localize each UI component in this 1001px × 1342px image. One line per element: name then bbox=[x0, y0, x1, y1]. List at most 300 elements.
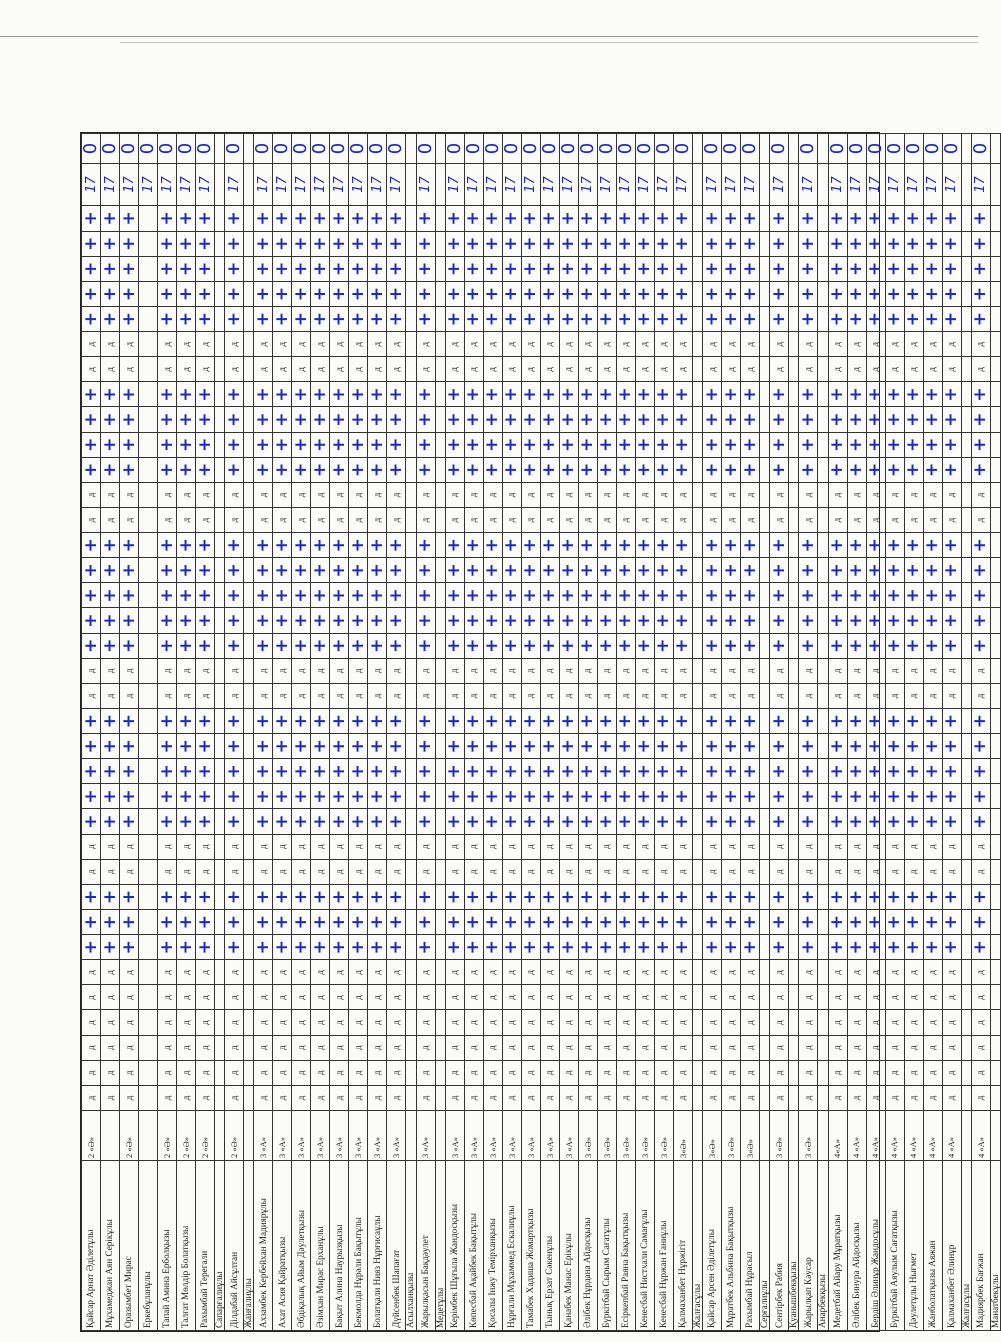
mark-plus: + bbox=[387, 910, 406, 935]
mark-d: д bbox=[741, 658, 760, 683]
mark-d: д bbox=[330, 1010, 349, 1035]
mark-plus: + bbox=[445, 533, 464, 558]
table-row bbox=[120, 134, 139, 1331]
mark-plus: + bbox=[722, 407, 741, 432]
mark-plus: + bbox=[464, 633, 483, 658]
mark-plus: + bbox=[923, 382, 942, 407]
mark-plus: + bbox=[559, 709, 578, 734]
mark-plus: + bbox=[616, 256, 635, 281]
mark-d: д bbox=[722, 834, 741, 859]
mark-d: д bbox=[578, 508, 597, 533]
mark-empty bbox=[406, 1010, 416, 1035]
mark-plus: + bbox=[741, 759, 760, 784]
mark-empty bbox=[818, 482, 828, 507]
mark-d: д bbox=[483, 482, 502, 507]
mark-plus: + bbox=[722, 633, 741, 658]
result-mark: 17 bbox=[464, 164, 483, 206]
mark-plus: + bbox=[120, 759, 139, 784]
mark-plus: + bbox=[311, 759, 330, 784]
mark-plus: + bbox=[416, 281, 435, 306]
mark-plus: + bbox=[502, 633, 521, 658]
class-grade: 3 «А» bbox=[464, 1111, 483, 1161]
mark-plus: + bbox=[349, 533, 368, 558]
mark-plus: + bbox=[349, 935, 368, 960]
mark-d: д bbox=[177, 683, 196, 708]
mark-plus: + bbox=[416, 583, 435, 608]
mark-plus: + bbox=[330, 407, 349, 432]
mark-d: д bbox=[521, 683, 540, 708]
mark-plus: + bbox=[521, 382, 540, 407]
mark-empty bbox=[760, 482, 770, 507]
mark-plus: + bbox=[770, 558, 789, 583]
mark-plus: + bbox=[349, 231, 368, 256]
mark-plus: + bbox=[741, 558, 760, 583]
mark-d: д bbox=[635, 1060, 654, 1085]
mark-plus: + bbox=[828, 809, 847, 834]
mark-plus: + bbox=[578, 533, 597, 558]
mark-d: д bbox=[368, 658, 387, 683]
result-mark: 17 bbox=[483, 164, 502, 206]
mark-plus: + bbox=[971, 784, 990, 809]
mark-plus: + bbox=[483, 884, 502, 909]
mark-d: д bbox=[741, 960, 760, 985]
mark-empty bbox=[692, 281, 702, 306]
mark-plus: + bbox=[254, 608, 273, 633]
mark-d: д bbox=[464, 960, 483, 985]
mark-plus: + bbox=[616, 784, 635, 809]
mark-plus: + bbox=[273, 910, 292, 935]
mark-plus: + bbox=[770, 231, 789, 256]
mark-empty bbox=[760, 683, 770, 708]
mark-empty bbox=[215, 658, 225, 683]
mark-empty bbox=[139, 658, 158, 683]
student-name: Әлібек Нұрдана Айдосқызы bbox=[578, 1161, 597, 1331]
mark-d: д bbox=[597, 508, 616, 533]
mark-d: д bbox=[502, 683, 521, 708]
mark-empty bbox=[990, 1060, 1000, 1085]
mark-d: д bbox=[673, 508, 692, 533]
mark-d: д bbox=[722, 859, 741, 884]
mark-d: д bbox=[177, 834, 196, 859]
mark-plus: + bbox=[847, 206, 866, 232]
mark-plus: + bbox=[387, 709, 406, 734]
mark-plus: + bbox=[225, 608, 244, 633]
mark-plus: + bbox=[703, 935, 722, 960]
mark-plus: + bbox=[483, 231, 502, 256]
mark-plus: + bbox=[904, 633, 923, 658]
class-grade bbox=[818, 1111, 828, 1161]
mark-plus: + bbox=[770, 910, 789, 935]
mark-plus: + bbox=[635, 608, 654, 633]
mark-empty bbox=[139, 231, 158, 256]
score-mark: 0 bbox=[971, 134, 990, 164]
mark-d: д bbox=[866, 1035, 885, 1060]
mark-plus: + bbox=[942, 533, 961, 558]
mark-empty bbox=[435, 357, 445, 382]
score-mark: 0 bbox=[368, 134, 387, 164]
class-grade: 3 «А» bbox=[502, 1111, 521, 1161]
mark-plus: + bbox=[311, 809, 330, 834]
mark-plus: + bbox=[722, 533, 741, 558]
mark-d: д bbox=[387, 1085, 406, 1110]
mark-plus: + bbox=[158, 608, 177, 633]
mark-empty bbox=[139, 1035, 158, 1060]
mark-d: д bbox=[502, 1085, 521, 1110]
mark-d: д bbox=[904, 834, 923, 859]
mark-plus: + bbox=[578, 809, 597, 834]
mark-plus: + bbox=[828, 935, 847, 960]
mark-plus: + bbox=[521, 784, 540, 809]
mark-plus: + bbox=[799, 935, 818, 960]
mark-d: д bbox=[597, 1085, 616, 1110]
mark-plus: + bbox=[559, 784, 578, 809]
mark-plus: + bbox=[540, 558, 559, 583]
mark-d: д bbox=[502, 482, 521, 507]
mark-plus: + bbox=[368, 407, 387, 432]
mark-plus: + bbox=[971, 759, 990, 784]
mark-d: д bbox=[703, 482, 722, 507]
result-mark: 17 bbox=[540, 164, 559, 206]
mark-empty bbox=[139, 357, 158, 382]
score-mark: 0 bbox=[225, 134, 244, 164]
mark-plus: + bbox=[923, 457, 942, 482]
mark-empty bbox=[760, 508, 770, 533]
mark-plus: + bbox=[82, 407, 101, 432]
mark-empty bbox=[990, 407, 1000, 432]
mark-plus: + bbox=[597, 558, 616, 583]
mark-empty bbox=[139, 332, 158, 357]
mark-d: д bbox=[635, 960, 654, 985]
mark-d: д bbox=[254, 508, 273, 533]
mark-d: д bbox=[330, 1060, 349, 1085]
score-mark: 0 bbox=[722, 134, 741, 164]
mark-plus: + bbox=[387, 533, 406, 558]
mark-d: д bbox=[971, 683, 990, 708]
mark-plus: + bbox=[741, 457, 760, 482]
mark-plus: + bbox=[82, 709, 101, 734]
mark-d: д bbox=[387, 834, 406, 859]
mark-plus: + bbox=[673, 809, 692, 834]
mark-plus: + bbox=[559, 884, 578, 909]
mark-plus: + bbox=[445, 734, 464, 759]
mark-plus: + bbox=[722, 884, 741, 909]
mark-plus: + bbox=[635, 533, 654, 558]
mark-plus: + bbox=[904, 256, 923, 281]
mark-d: д bbox=[635, 508, 654, 533]
mark-plus: + bbox=[273, 206, 292, 232]
mark-plus: + bbox=[703, 231, 722, 256]
result-mark: 17 bbox=[866, 164, 885, 206]
mark-empty bbox=[692, 809, 702, 834]
mark-d: д bbox=[521, 985, 540, 1010]
mark-plus: + bbox=[578, 231, 597, 256]
mark-d: д bbox=[292, 332, 311, 357]
mark-empty bbox=[139, 834, 158, 859]
result-mark: 17 bbox=[597, 164, 616, 206]
mark-plus: + bbox=[866, 558, 885, 583]
mark-empty bbox=[818, 658, 828, 683]
mark-plus: + bbox=[559, 457, 578, 482]
mark-d: д bbox=[416, 482, 435, 507]
mark-plus: + bbox=[673, 935, 692, 960]
mark-plus: + bbox=[311, 910, 330, 935]
mark-plus: + bbox=[616, 407, 635, 432]
mark-plus: + bbox=[349, 558, 368, 583]
mark-d: д bbox=[885, 508, 904, 533]
mark-d: д bbox=[330, 859, 349, 884]
result-mark: 17 bbox=[101, 164, 120, 206]
mark-plus: + bbox=[416, 231, 435, 256]
mark-d: д bbox=[292, 1060, 311, 1085]
mark-plus: + bbox=[847, 935, 866, 960]
mark-empty bbox=[818, 357, 828, 382]
table-row bbox=[866, 134, 885, 1331]
mark-plus: + bbox=[828, 633, 847, 658]
mark-d: д bbox=[158, 1085, 177, 1110]
mark-plus: + bbox=[942, 407, 961, 432]
score-mark: 0 bbox=[741, 134, 760, 164]
class-grade bbox=[101, 1111, 120, 1161]
mark-plus: + bbox=[330, 206, 349, 232]
score-mark: 0 bbox=[387, 134, 406, 164]
mark-plus: + bbox=[311, 382, 330, 407]
mark-empty bbox=[789, 508, 799, 533]
mark-d: д bbox=[866, 859, 885, 884]
mark-empty bbox=[760, 357, 770, 382]
mark-d: д bbox=[885, 859, 904, 884]
mark-plus: + bbox=[311, 281, 330, 306]
mark-plus: + bbox=[578, 633, 597, 658]
mark-d: д bbox=[847, 658, 866, 683]
mark-plus: + bbox=[225, 734, 244, 759]
mark-empty bbox=[818, 683, 828, 708]
mark-d: д bbox=[847, 482, 866, 507]
mark-d: д bbox=[521, 658, 540, 683]
mark-empty bbox=[818, 1035, 828, 1060]
mark-plus: + bbox=[770, 206, 789, 232]
mark-plus: + bbox=[597, 759, 616, 784]
mark-plus: + bbox=[616, 583, 635, 608]
mark-d: д bbox=[578, 683, 597, 708]
mark-d: д bbox=[196, 357, 215, 382]
mark-d: д bbox=[904, 332, 923, 357]
mark-plus: + bbox=[330, 884, 349, 909]
mark-empty bbox=[789, 1085, 799, 1110]
mark-d: д bbox=[82, 960, 101, 985]
mark-d: д bbox=[722, 332, 741, 357]
mark-plus: + bbox=[330, 432, 349, 457]
mark-plus: + bbox=[722, 432, 741, 457]
mark-d: д bbox=[464, 834, 483, 859]
mark-empty bbox=[818, 508, 828, 533]
mark-empty bbox=[692, 935, 702, 960]
mark-d: д bbox=[445, 985, 464, 1010]
mark-plus: + bbox=[387, 307, 406, 332]
mark-plus: + bbox=[703, 206, 722, 232]
mark-plus: + bbox=[828, 256, 847, 281]
mark-plus: + bbox=[196, 759, 215, 784]
mark-plus: + bbox=[387, 206, 406, 232]
mark-d: д bbox=[225, 1035, 244, 1060]
mark-empty bbox=[244, 508, 254, 533]
mark-d: д bbox=[82, 357, 101, 382]
mark-d: д bbox=[866, 508, 885, 533]
student-name: Болатқали Нияз Нұрғисаұлы bbox=[368, 1161, 387, 1331]
mark-empty bbox=[692, 683, 702, 708]
mark-plus: + bbox=[635, 809, 654, 834]
student-name: Талғат Мөлдір Болатқызы bbox=[177, 1161, 196, 1331]
mark-plus: + bbox=[273, 809, 292, 834]
mark-empty bbox=[215, 960, 225, 985]
mark-plus: + bbox=[722, 759, 741, 784]
mark-plus: + bbox=[885, 583, 904, 608]
mark-plus: + bbox=[483, 633, 502, 658]
mark-plus: + bbox=[349, 709, 368, 734]
table-row bbox=[368, 134, 387, 1331]
mark-d: д bbox=[923, 1060, 942, 1085]
mark-d: д bbox=[292, 834, 311, 859]
mark-d: д bbox=[885, 1010, 904, 1035]
mark-plus: + bbox=[387, 281, 406, 306]
mark-plus: + bbox=[799, 432, 818, 457]
mark-plus: + bbox=[177, 307, 196, 332]
mark-empty bbox=[139, 432, 158, 457]
mark-d: д bbox=[847, 332, 866, 357]
mark-plus: + bbox=[654, 281, 673, 306]
mark-plus: + bbox=[120, 734, 139, 759]
mark-d: д bbox=[942, 985, 961, 1010]
mark-plus: + bbox=[616, 910, 635, 935]
mark-d: д bbox=[177, 960, 196, 985]
mark-plus: + bbox=[82, 281, 101, 306]
result-mark: 17 bbox=[158, 164, 177, 206]
result-mark bbox=[789, 164, 799, 206]
mark-plus: + bbox=[464, 910, 483, 935]
mark-d: д bbox=[292, 859, 311, 884]
mark-d: д bbox=[673, 1010, 692, 1035]
class-grade: 3«Ә» bbox=[703, 1111, 722, 1161]
mark-plus: + bbox=[101, 633, 120, 658]
mark-plus: + bbox=[196, 432, 215, 457]
mark-plus: + bbox=[597, 809, 616, 834]
score-mark: 0 bbox=[502, 134, 521, 164]
mark-plus: + bbox=[368, 432, 387, 457]
mark-plus: + bbox=[597, 256, 616, 281]
mark-d: д bbox=[521, 482, 540, 507]
mark-plus: + bbox=[703, 281, 722, 306]
mark-d: д bbox=[349, 985, 368, 1010]
mark-plus: + bbox=[120, 256, 139, 281]
mark-d: д bbox=[311, 658, 330, 683]
mark-d: д bbox=[416, 332, 435, 357]
mark-d: д bbox=[120, 1010, 139, 1035]
mark-d: д bbox=[368, 357, 387, 382]
mark-d: д bbox=[311, 1010, 330, 1035]
mark-empty bbox=[990, 859, 1000, 884]
mark-plus: + bbox=[923, 583, 942, 608]
mark-d: д bbox=[770, 1060, 789, 1085]
mark-d: д bbox=[654, 683, 673, 708]
mark-d: д bbox=[703, 1010, 722, 1035]
mark-empty bbox=[435, 658, 445, 683]
mark-plus: + bbox=[904, 759, 923, 784]
mark-d: д bbox=[828, 1060, 847, 1085]
mark-plus: + bbox=[101, 734, 120, 759]
mark-d: д bbox=[885, 985, 904, 1010]
mark-d: д bbox=[942, 960, 961, 985]
mark-plus: + bbox=[196, 608, 215, 633]
mark-d: д bbox=[120, 1035, 139, 1060]
mark-plus: + bbox=[311, 558, 330, 583]
mark-d: д bbox=[722, 658, 741, 683]
mark-d: д bbox=[273, 834, 292, 859]
mark-d: д bbox=[799, 482, 818, 507]
mark-plus: + bbox=[349, 759, 368, 784]
mark-d: д bbox=[866, 357, 885, 382]
mark-plus: + bbox=[971, 734, 990, 759]
student-name: Жанболатқызы Аяжан bbox=[923, 1161, 942, 1331]
class-grade bbox=[244, 1111, 254, 1161]
mark-plus: + bbox=[273, 784, 292, 809]
mark-plus: + bbox=[799, 206, 818, 232]
mark-empty bbox=[789, 1060, 799, 1085]
mark-plus: + bbox=[330, 558, 349, 583]
mark-d: д bbox=[387, 332, 406, 357]
student-name: Мұратбек Альбина Бақытқызы bbox=[722, 1161, 741, 1331]
mark-d: д bbox=[799, 332, 818, 357]
mark-plus: + bbox=[502, 809, 521, 834]
mark-plus: + bbox=[654, 935, 673, 960]
mark-d: д bbox=[196, 1085, 215, 1110]
mark-d: д bbox=[101, 1085, 120, 1110]
mark-plus: + bbox=[654, 910, 673, 935]
mark-plus: + bbox=[349, 307, 368, 332]
mark-plus: + bbox=[597, 432, 616, 457]
mark-plus: + bbox=[885, 382, 904, 407]
mark-d: д bbox=[368, 985, 387, 1010]
mark-d: д bbox=[847, 985, 866, 1010]
mark-empty bbox=[139, 281, 158, 306]
mark-plus: + bbox=[196, 231, 215, 256]
class-grade: 3 «Ә» bbox=[578, 1111, 597, 1161]
mark-plus: + bbox=[635, 256, 654, 281]
mark-plus: + bbox=[597, 583, 616, 608]
mark-d: д bbox=[311, 482, 330, 507]
mark-d: д bbox=[885, 332, 904, 357]
mark-plus: + bbox=[177, 884, 196, 909]
mark-empty bbox=[215, 1085, 225, 1110]
mark-plus: + bbox=[847, 608, 866, 633]
mark-d: д bbox=[101, 859, 120, 884]
mark-d: д bbox=[464, 357, 483, 382]
mark-empty bbox=[139, 1085, 158, 1110]
mark-plus: + bbox=[703, 784, 722, 809]
mark-plus: + bbox=[196, 809, 215, 834]
mark-plus: + bbox=[254, 809, 273, 834]
mark-empty bbox=[215, 508, 225, 533]
mark-d: д bbox=[273, 482, 292, 507]
mark-d: д bbox=[616, 859, 635, 884]
mark-d: д bbox=[502, 834, 521, 859]
mark-plus: + bbox=[942, 231, 961, 256]
mark-d: д bbox=[971, 357, 990, 382]
mark-d: д bbox=[177, 1085, 196, 1110]
mark-empty bbox=[692, 759, 702, 784]
mark-empty bbox=[961, 1010, 971, 1035]
class-grade bbox=[760, 1111, 770, 1161]
mark-plus: + bbox=[521, 457, 540, 482]
mark-plus: + bbox=[971, 307, 990, 332]
